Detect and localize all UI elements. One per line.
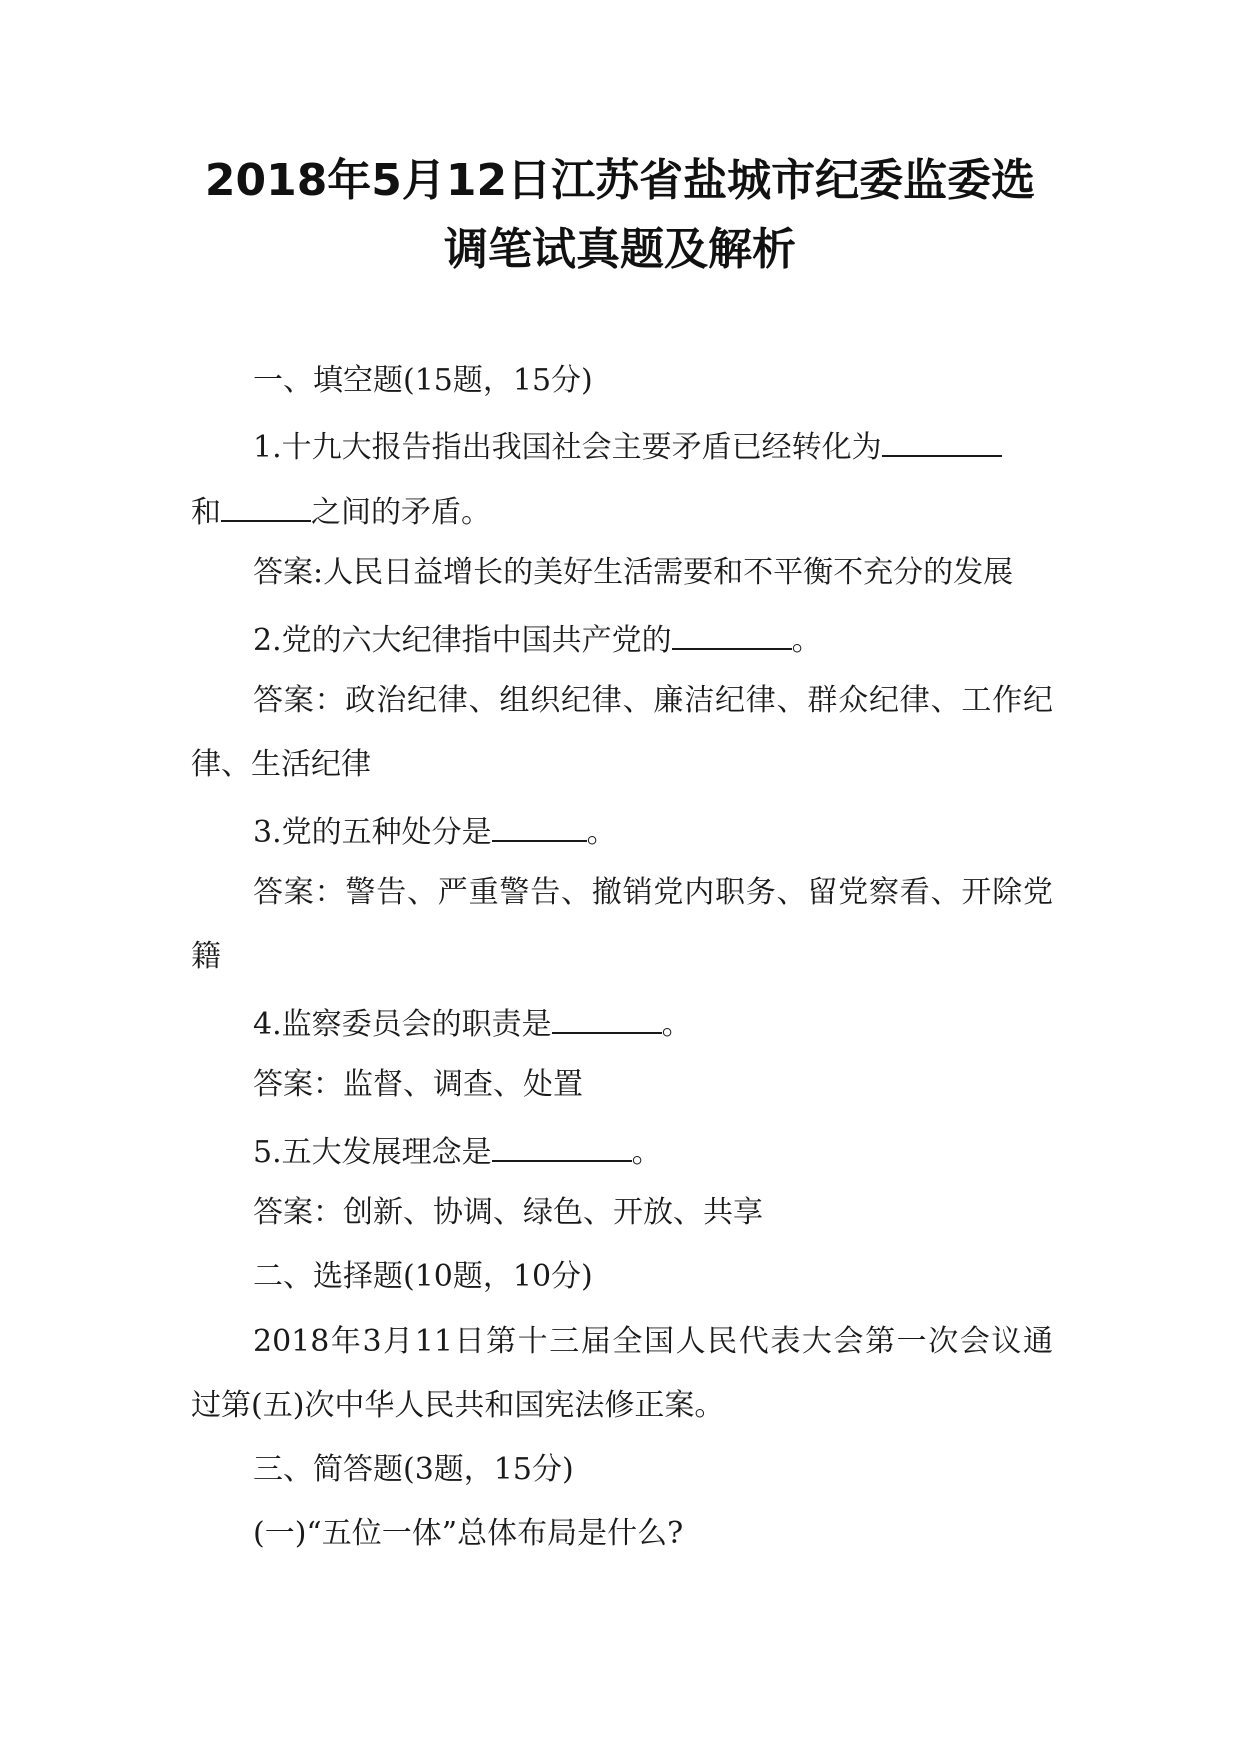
- question-4-text: 4.监察委员会的职责是: [253, 1007, 552, 1042]
- question-4-end: 。: [661, 1007, 692, 1042]
- answer-blank: [221, 494, 311, 522]
- question-5-text: 5.五大发展理念是: [253, 1135, 492, 1170]
- question-1-text: 1.十九大报告指出我国社会主要矛盾已经转化为: [253, 430, 882, 465]
- question-1-line2: [191, 494, 491, 528]
- question-5: [253, 1134, 662, 1168]
- answer-blank: [882, 429, 1002, 457]
- question-1-line1: [253, 429, 1002, 463]
- section3-heading: 三、简答题(3题，15分): [253, 1452, 574, 1487]
- answer-blank: [492, 814, 587, 842]
- answer-blank: [672, 622, 792, 650]
- answer-4: 答案：监督、调查、处置: [253, 1067, 583, 1102]
- question-4: [253, 1006, 692, 1040]
- answer-2-line1: 答案：政治纪律、组织纪律、廉洁纪律、群众纪律、工作纪: [253, 683, 1053, 718]
- answer-3-line2: 籍: [191, 939, 221, 974]
- question-1-text-and: 和: [191, 495, 221, 530]
- section3-question-1: (一)“五位一体”总体布局是什么?: [253, 1516, 684, 1551]
- question-3-text: 3.党的五种处分是: [253, 815, 492, 850]
- answer-5: 答案：创新、协调、绿色、开放、共享: [253, 1195, 763, 1230]
- answer-blank: [552, 1006, 662, 1034]
- question-2-text: 2.党的六大纪律指中国共产党的: [253, 623, 672, 658]
- document-title-line2: 调笔试真题及解析: [444, 224, 796, 275]
- section2-text-line2: 过第(五)次中华人民共和国宪法修正案。: [191, 1388, 725, 1423]
- answer-blank: [492, 1134, 632, 1162]
- answer-1: 答案:人民日益增长的美好生活需要和不平衡不充分的发展: [253, 555, 1014, 590]
- answer-3-line1: 答案：警告、严重警告、撤销党内职务、留党察看、开除党: [253, 875, 1053, 910]
- question-3: [253, 814, 617, 848]
- answer-2-line2: 律、生活纪律: [191, 747, 371, 782]
- question-1-text-end: 之间的矛盾。: [311, 495, 491, 530]
- question-2-end: 。: [791, 623, 822, 658]
- section2-text-line1: 2018年3月11日第十三届全国人民代表大会第一次会议通: [253, 1324, 1053, 1359]
- question-5-end: 。: [631, 1135, 662, 1170]
- section2-heading: 二、选择题(10题，10分): [253, 1259, 593, 1294]
- question-2: [253, 622, 822, 656]
- question-3-end: 。: [586, 815, 617, 850]
- document-title-line1: 2018年5月12日江苏省盐城市纪委监委选: [204, 155, 1036, 206]
- section1-heading: 一、填空题(15题，15分): [253, 363, 593, 398]
